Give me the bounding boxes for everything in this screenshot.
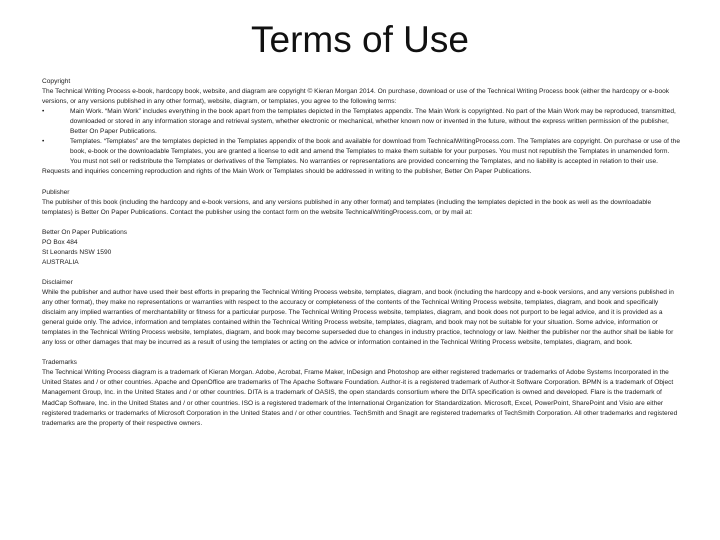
spacer [42,218,682,228]
bullet-templates [42,137,682,167]
bullet-main-work [42,107,682,137]
publisher-text: The publisher of this book (including the hardcopy and e-book versions, and any versions published in any other format) and templates (including the templates depicted in the book as well as the downloadable templates) is Better On Paper Publications. Contact the publisher using the contact form on the website TechnicalWritingProcess.com, or by mail at: [42,198,652,216]
terms-body [42,77,682,429]
address-line: AUSTRALIA [42,258,79,266]
spacer [42,177,682,187]
copyright-heading: Copyright [42,78,71,85]
trademarks-heading: Trademarks [42,359,77,367]
copyright-intro: The Technical Writing Process e-book, hardcopy book, website, and diagram are copyright © Kieran Morgan 2014. On purchase, download or use of the Technical Writing Process book (either the hardcopy or e-book versions, or any versions published in any other format), website, diagram, or templates, you agree to the following terms: [42,88,670,106]
address-line: Better On Paper Publications [42,228,128,236]
bullet-templates-text: Templates. “Templates” are the templates depicted in the Templates appendix of the book and available for download from TechnicalWritingProcess.com. The Templates are copyright. On purchase or use of the book, e-book or the downloadable Templates, you are granted a license to edit and amend the Templates to make them suitable for your purposes. You must not republish the Templates in unamended form. You must not sell or redistribute the Templates or derivatives of the Templates. No warranties or representations are provided concerning the Templates, and no liability is accepted in relation to their use. [70,138,681,166]
publisher-heading: Publisher [42,188,70,196]
disclaimer-text: While the publisher and author have used their best efforts in preparing the Technical Writing Process website, templates, diagram, and book (including the hardcopy and e-book versions, and any versions published in any other format), they make no representations or warranties with respect to the accuracy or completeness of the contents of the Technical Writing Process website, templates, diagram, and book and specifically disclaim any implied warranties of merchantability or fitness for a particular purpose. The Technical Writing Process website, templates, diagram, and book does not purport to be legal advice, and it is provided as a general guide only. The advice, information and templates contained within the Technical Writing Process website, templates, diagram, and book may not be suitable for your situation. Some advice, information or templates in the Technical Writing Process website, templates, diagram, and book may become superseded due to changes in industry practice, technology or law. Neither the publisher nor the author shall be liable for any loss or other damages that may be incurred as a result of using the templates or acting on the advice or information contained in the Technical Writing Process website, templates, diagram, and book. [42,288,674,347]
copyright-closing: Requests and inquiries concerning reproduction and rights of the Main Work or Templates should be addressed in writing to the publisher, Better On Paper Publications. [42,168,532,176]
address-line: St Leonards NSW 1590 [42,248,112,256]
page-title: Terms of Use [251,19,469,60]
address-line: PO Box 484 [42,238,78,246]
disclaimer-heading: Disclaimer [42,278,73,286]
spacer [42,348,682,358]
bullet-icon: • [42,138,45,146]
trademarks-text: The Technical Writing Process diagram is a trademark of Kieran Morgan. Adobe, Acrobat, Frame Maker, InDesign and Photoshop are either registered trademarks or trademarks of Adobe Systems Incorporated in the United States and / or other countries. Apache and OpenOffice are trademarks of The Apache Software Foundation. Author-it is a registered trademark of Author-it Software Corporation. BPMN is a trademark of Object Management Group, Inc. in the United States and / or other countries. DITA is a trademark of OASIS, the open standards consortium where the DITA specification is owned and developed. Flare is the trademark of MadCap Software, Inc. in the United States and / or other countries. ISO is a registered trademark of the International Organization for Standardization. Microsoft, Excel, PowerPoint, SharePoint and Visio are either registered trademarks or trademarks of Microsoft Corporation in the United States and / or other countries. TechSmith and Snagit are registered trademarks of TechSmith Corporation. All other trademarks and registered trademarks are the property of their respective owners. [42,369,678,427]
bullet-icon: • [42,108,45,116]
spacer [42,268,682,278]
bullet-main-work-text: Main Work. “Main Work” includes everything in the book apart from the templates depicted in the Templates appendix. The Main Work is copyrighted. No part of the Main Work may be reproduced, transmitted, downloaded or stored in any information storage and retrieval system, whether electronic or mechanical, whether known now or invented in the future, without the express written permission of the publisher, Better On Paper Publications. [70,108,676,136]
